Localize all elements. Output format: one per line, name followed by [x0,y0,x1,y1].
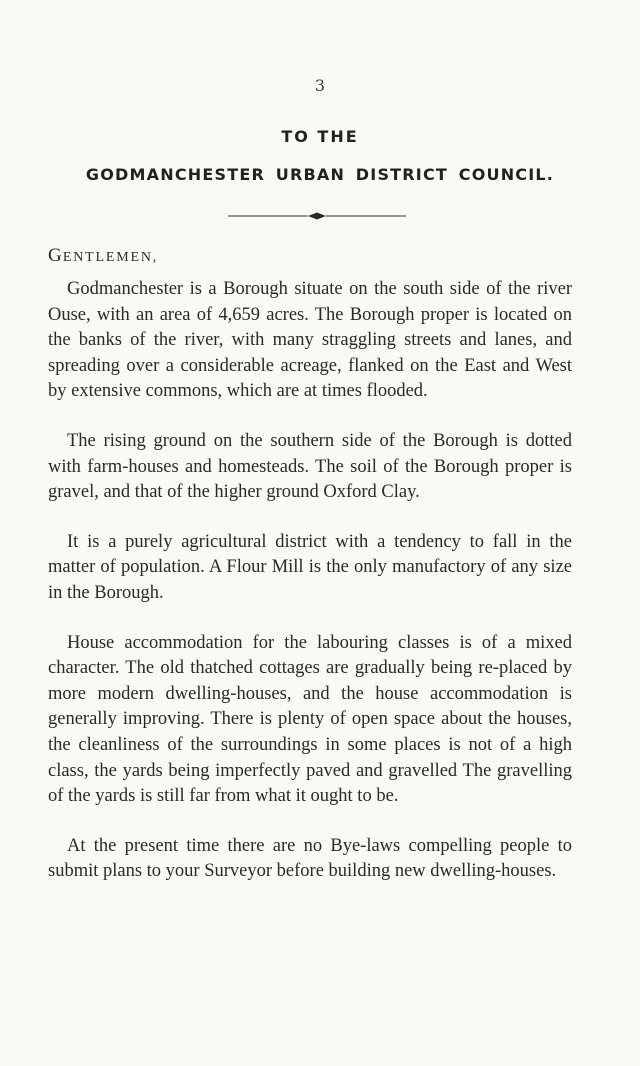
paragraph-bye-laws: At the present time there are no Bye-laws compelling people to submit plans to your Surveyor before building new dwelling-houses. [48,835,572,882]
paragraph-agriculture: It is a purely agricultural district with a tendency to fall in the matter of population. A Flour Mill is the only manufactory of any size in the Borough. [48,531,572,603]
heading-council-name: GODMANCHESTER URBAN DISTRICT COUNCIL. [85,165,555,184]
paragraph-housing: House accommodation for the labouring classes is of a mixed character. The old thatched cottages are gradually being re-placed by more modern dwelling-houses, and the house accommodation is generally improving. There is plenty of open space about the houses, the cleanliness of the surroundings in some places is not of a high class, the yards being imperfectly paved and gravelled The gravelling of the yards is still far from what it ought to be. [48,632,572,807]
heading-to-the: TO THE [281,127,359,146]
salutation [48,245,158,267]
page-number: 3 [314,76,326,95]
paragraph-soil: The rising ground on the southern side of the Borough is dotted with farm-houses and homesteads. The soil of the Borough proper is gravel, and that of the higher ground Oxford Clay. [48,430,572,503]
divider-ornament-icon [228,210,406,222]
salutation-initial: G [48,245,63,266]
letter-body [48,277,572,909]
salutation-rest: ENTLEMEN, [62,250,159,265]
paragraph-location: Godmanchester is a Borough situate on the south side of the river Ouse, with an area of 4,659 acres. The Borough proper is located on the banks of the river, with many straggling streets and lanes, and spreading over a considerable acreage, flanked on the East and West by extensive commons, which are at times flooded. [48,279,572,402]
